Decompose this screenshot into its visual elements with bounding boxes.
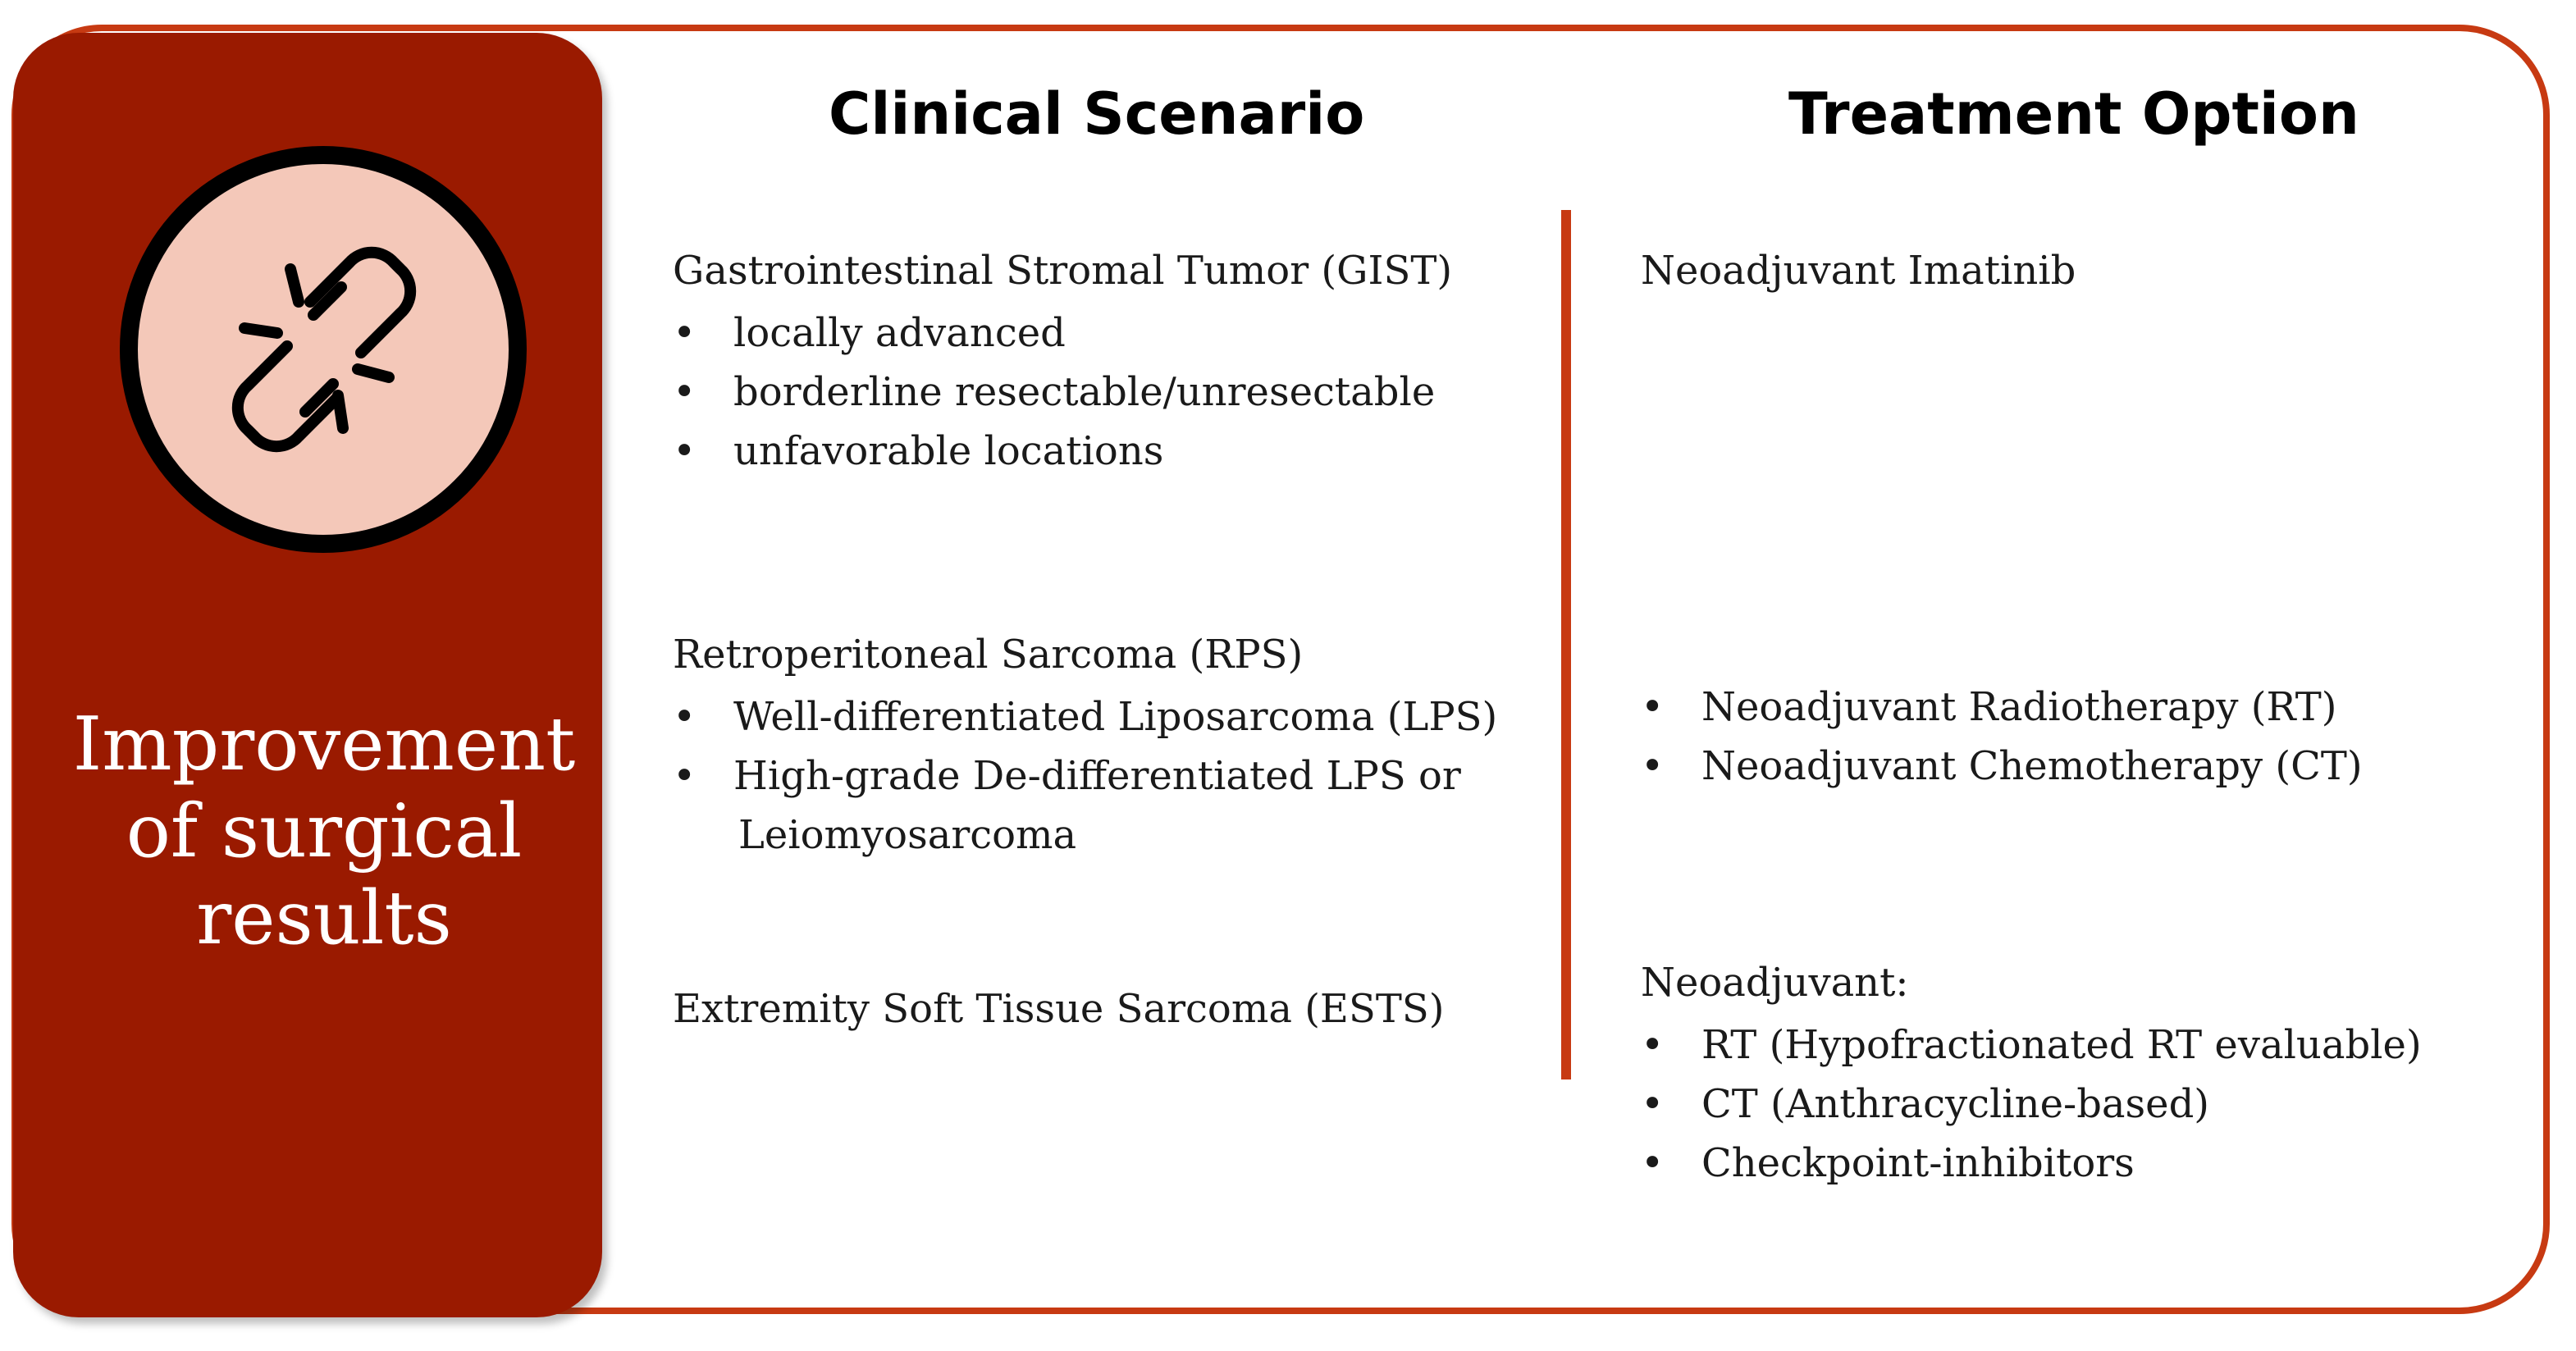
bullet-item: • locally advanced <box>673 304 1452 363</box>
bullet-item: • RT (Hypofractionated RT evaluable) <box>1641 1016 2422 1075</box>
clinical-scenario-heading: Clinical Scenario <box>829 80 1365 148</box>
side-panel <box>13 33 602 1317</box>
panel-title <box>30 701 619 962</box>
scenario-title: Extremity Soft Tissue Sarcoma (ESTS) <box>673 986 1445 1032</box>
panel-title-line: results <box>196 875 452 961</box>
treatment-bullets <box>1641 678 2363 796</box>
bullet-item: • Checkpoint-inhibitors <box>1641 1134 2422 1193</box>
bullet-item: • Well-differentiated Liposarcoma (LPS) <box>673 687 1497 746</box>
scenario-bullets <box>673 304 1452 481</box>
bullet-item <box>673 746 1497 865</box>
bullet-item: • CT (Anthracycline-based) <box>1641 1075 2422 1134</box>
treatment-ests <box>1641 958 2422 1193</box>
scenario-bullets <box>673 687 1497 865</box>
bullet-text: High-grade De-differentiated LPS or <box>733 753 1461 799</box>
column-divider <box>1561 210 1571 1079</box>
scenario-ests <box>673 984 1444 1042</box>
treatment-title: Neoadjuvant: <box>1641 960 1909 1006</box>
treatment-option-heading: Treatment Option <box>1788 80 2359 148</box>
bullet-item: • unfavorable locations <box>673 422 1452 481</box>
panel-title-line: of surgical <box>126 788 523 874</box>
treatment-bullets <box>1641 1016 2422 1193</box>
bullet-item: • borderline resectable/unresectable <box>673 363 1452 422</box>
bullet-item: • Neoadjuvant Chemotherapy (CT) <box>1641 737 2363 796</box>
broken-chain-icon <box>120 146 527 553</box>
treatment-title: Neoadjuvant Imatinib <box>1641 248 2076 294</box>
treatment-gist <box>1641 246 2076 304</box>
scenario-title: Retroperitoneal Sarcoma (RPS) <box>673 632 1304 678</box>
treatment-rps <box>1641 678 2363 796</box>
panel-title-line: Improvement <box>72 701 576 787</box>
scenario-title: Gastrointestinal Stromal Tumor (GIST) <box>673 248 1453 294</box>
bullet-continuation: Leiomyosarcoma <box>738 812 1077 858</box>
scenario-rps <box>673 630 1497 865</box>
scenario-gist <box>673 246 1452 481</box>
bullet-item: • Neoadjuvant Radiotherapy (RT) <box>1641 678 2363 737</box>
